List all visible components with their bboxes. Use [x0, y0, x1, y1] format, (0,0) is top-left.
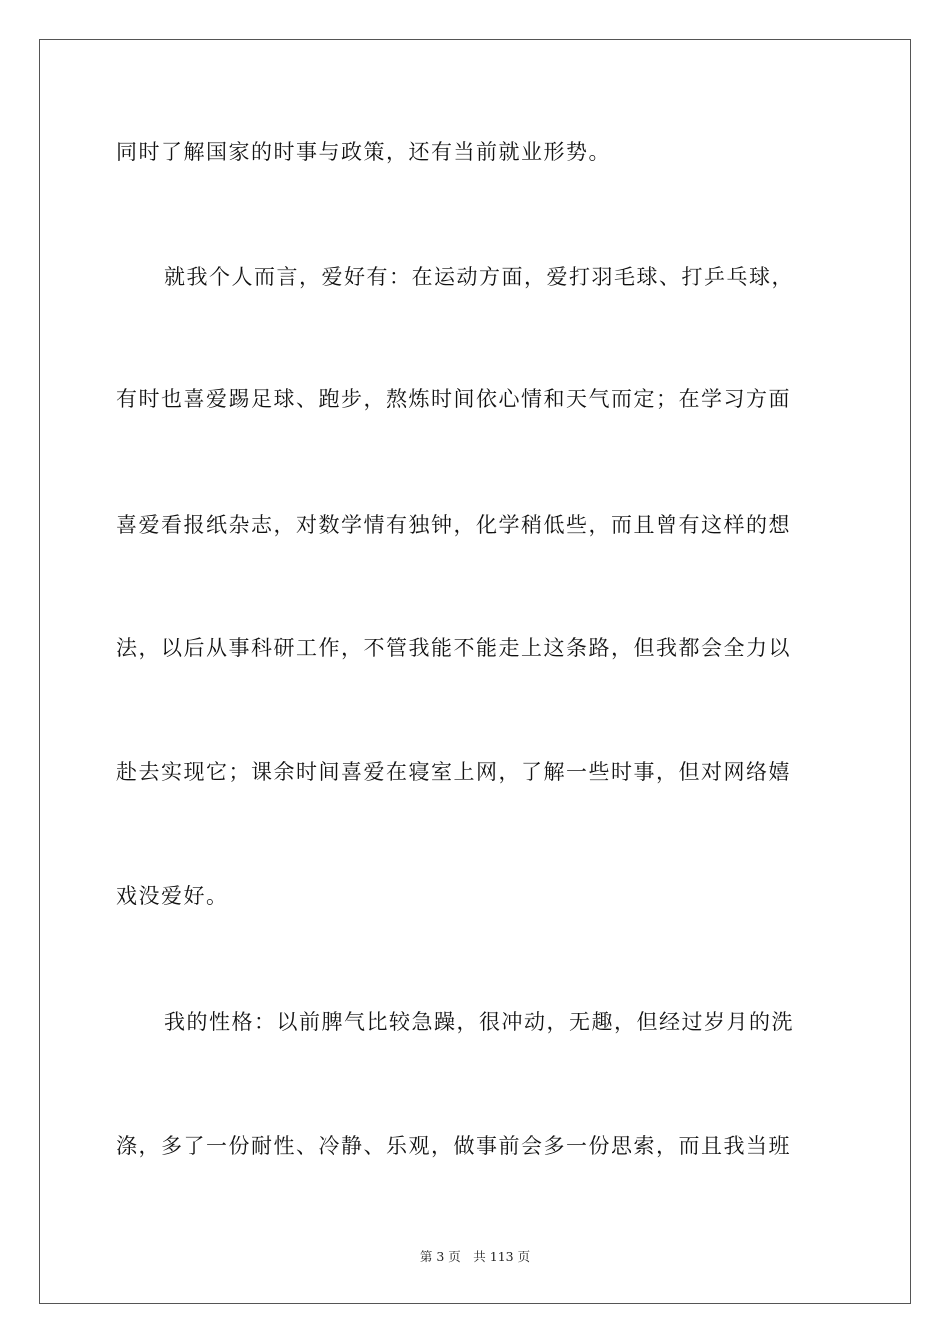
paragraph-line: 有时也喜爱踢足球、跑步，熬炼时间依心情和天气而定；在学习方面 — [116, 387, 791, 411]
paragraph-line: 我的性格：以前脾气比较急躁，很冲动，无趣，但经过岁月的洗 — [164, 1010, 794, 1034]
paragraph-line: 喜爱看报纸杂志，对数学情有独钟，化学稍低些，而且曾有这样的想 — [116, 513, 791, 537]
paragraph-line: 就我个人而言，爱好有：在运动方面，爱打羽毛球、打乒乓球， — [164, 265, 794, 289]
paragraph-line: 法，以后从事科研工作，不管我能不能走上这条路，但我都会全力以 — [116, 636, 791, 660]
paragraph-line: 赴去实现它；课余时间喜爱在寝室上网，了解一些时事，但对网络嬉 — [116, 760, 791, 784]
page-frame — [39, 39, 911, 1304]
paragraph-line: 戏没爱好。 — [116, 884, 229, 908]
paragraph-line: 同时了解国家的时事与政策，还有当前就业形势。 — [116, 140, 611, 164]
page-number-footer: 第 3 页 共 113 页 — [419, 1249, 531, 1264]
paragraph-line: 涤，多了一份耐性、冷静、乐观，做事前会多一份思索，而且我当班 — [116, 1134, 791, 1158]
